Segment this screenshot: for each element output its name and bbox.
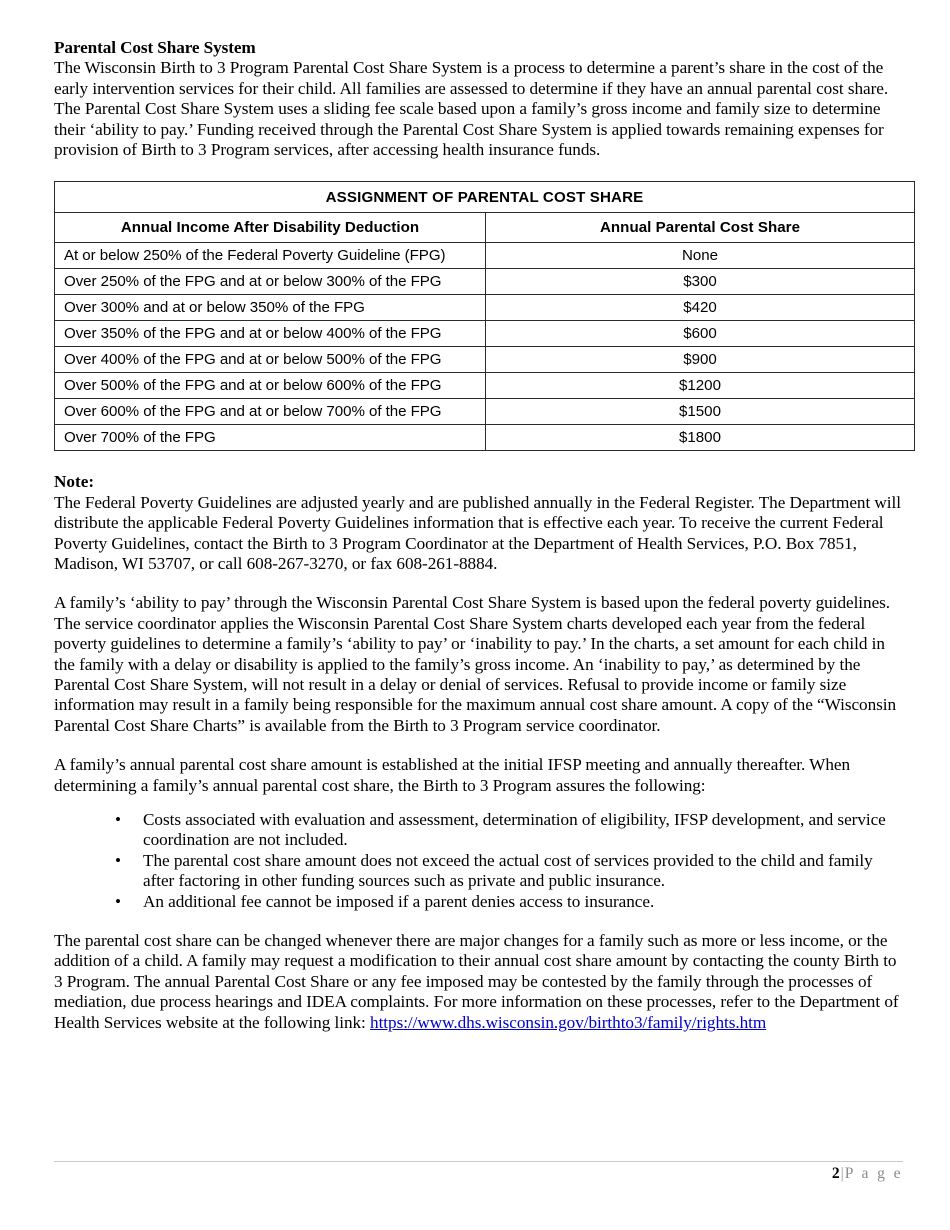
cell-income: Over 250% of the FPG and at or below 300% of the FPG	[55, 269, 486, 295]
table-header-row	[55, 213, 915, 243]
table-row	[55, 269, 915, 295]
bullet-icon: •	[115, 891, 121, 911]
cost-share-table	[54, 181, 915, 451]
note-label: Note:	[54, 472, 95, 492]
bullet-icon: •	[115, 810, 121, 830]
intro-paragraph: The Wisconsin Birth to 3 Program Parental Cost Share System is a process to determine a parent’s share in the cost of the early intervention services for their child. All families are assessed to determine if they have an annual parental cost share. The Parental Cost Share System uses a sliding fee scale based upon a family’s gross income and family size to determine their ‘ability to pay.’ Funding received through the Parental Cost Share System is applied towards remaining expenses for provision of Birth to 3 Program services, after accessing health insurance funds.	[54, 58, 889, 159]
cell-share: $600	[486, 321, 915, 347]
table-row	[55, 347, 915, 373]
cell-share: None	[486, 243, 915, 269]
column-header-income: Annual Income After Disability Deduction	[55, 213, 486, 243]
page-footer	[54, 1164, 903, 1184]
spacer	[54, 736, 903, 755]
spacer	[54, 912, 903, 931]
cell-income: Over 400% of the FPG and at or below 500% of the FPG	[55, 347, 486, 373]
table-row	[55, 425, 915, 451]
list-item	[54, 810, 903, 851]
spacer	[54, 160, 903, 181]
page-content	[54, 38, 903, 1033]
list-item	[54, 851, 903, 892]
spacer	[54, 796, 903, 810]
table-row	[55, 295, 915, 321]
cell-income: Over 600% of the FPG and at or below 700% of the FPG	[55, 399, 486, 425]
cell-income: Over 700% of the FPG	[55, 425, 486, 451]
list-item	[54, 892, 903, 912]
cell-share: $1500	[486, 399, 915, 425]
note-text: The Federal Poverty Guidelines are adjusted yearly and are published annually in the Federal Register. The Department will distribute the applicable Federal Poverty Guidelines information that is effective each year. To receive the current Federal Poverty Guidelines, contact the Birth to 3 Program Coordinator at the Department of Health Services, P.O. Box 7851, Madison, WI 53707, or call 608-267-3270, or fax 608-261-8884.	[54, 492, 901, 573]
page-title: Parental Cost Share System	[54, 38, 256, 57]
column-header-share: Annual Parental Cost Share	[486, 213, 915, 243]
table-row	[55, 243, 915, 269]
table-row	[55, 399, 915, 425]
cell-income: Over 300% and at or below 350% of the FPG	[55, 295, 486, 321]
cell-share: $420	[486, 295, 915, 321]
spacer	[54, 451, 903, 472]
table-title: ASSIGNMENT OF PARENTAL COST SHARE	[55, 182, 915, 213]
dhs-rights-link[interactable]: https://www.dhs.wisconsin.gov/birthto3/family/rights.htm	[370, 1012, 767, 1032]
list-item-label: Costs associated with evaluation and assessment, determination of eligibility, IFSP development, and service coordination are not included.	[143, 810, 886, 850]
spacer	[54, 574, 903, 593]
bullet-icon: •	[115, 850, 121, 870]
changes-paragraph	[54, 931, 903, 1033]
footer-page-label: P a g e	[844, 1165, 903, 1182]
footer-separator: |	[840, 1165, 844, 1182]
ability-to-pay-paragraph: A family’s ‘ability to pay’ through the Wisconsin Parental Cost Share System is based upon the federal poverty guidelines. The service coordinator applies the Wisconsin Parental Cost Share System charts developed each year from the federal poverty guidelines to determine a family’s ‘ability to pay’ or ‘inability to pay.’ In the charts, a set amount for each child in the family with a delay or disability is applied to the family’s gross income. An ‘inability to pay,’ as determined by the Parental Cost Share System, will not result in a delay or denial of services. Refusal to provide income or family size information may result in a family being responsible for the maximum annual cost share amount. A copy of the “Wisconsin Parental Cost Share Charts” is available from the Birth to 3 Program service coordinator.	[54, 593, 897, 735]
annual-amount-paragraph: A family’s annual parental cost share amount is established at the initial IFSP meeting and annually thereafter. When determining a family’s annual parental cost share, the Birth to 3 Program assures the following:	[54, 755, 851, 795]
cell-share: $1200	[486, 373, 915, 399]
table-row	[55, 373, 915, 399]
changes-paragraph-text: The parental cost share can be changed whenever there are major changes for a family such as more or less income, or the addition of a child. A family may request a modification to their annual cost share amount by contacting the county Birth to 3 Program. The annual Parental Cost Share or any fee imposed may be contested by the family through the processes of mediation, due process hearings and IDEA complaints. For more information on these processes, refer to the Department of Health Services website at the following link:	[54, 931, 899, 1032]
assurances-list	[54, 810, 903, 912]
table-title-row	[55, 182, 915, 213]
footer-page-number: 2	[831, 1165, 840, 1182]
cell-share: $300	[486, 269, 915, 295]
cell-income: Over 350% of the FPG and at or below 400% of the FPG	[55, 321, 486, 347]
list-item-label: The parental cost share amount does not exceed the actual cost of services provided to the child and family after factoring in other funding sources such as private and public insurance.	[143, 850, 873, 891]
cell-share: $1800	[486, 425, 915, 451]
cell-share: $900	[486, 347, 915, 373]
table-row	[55, 321, 915, 347]
footer-divider	[54, 1161, 903, 1162]
cell-income: At or below 250% of the Federal Poverty Guideline (FPG)	[55, 243, 486, 269]
list-item-label: An additional fee cannot be imposed if a parent denies access to insurance.	[143, 891, 655, 911]
cell-income: Over 500% of the FPG and at or below 600% of the FPG	[55, 373, 486, 399]
